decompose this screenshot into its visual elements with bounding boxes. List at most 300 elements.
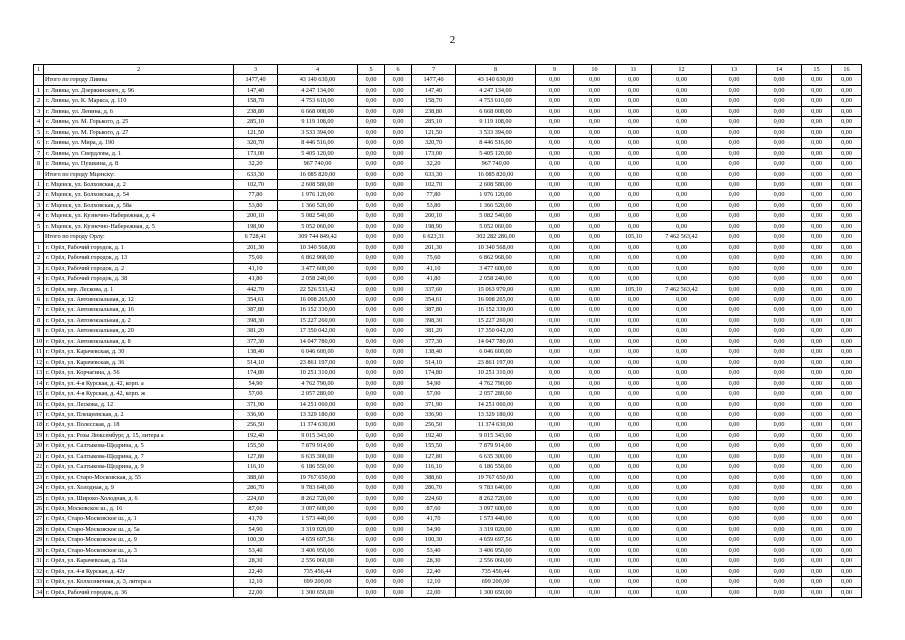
table-row <box>34 535 862 545</box>
value-cell: 11 374 630,00 <box>456 420 536 430</box>
value-cell: 0,00 <box>616 117 652 127</box>
table-row <box>34 284 862 294</box>
value-cell: 0,00 <box>832 117 862 127</box>
value-cell: 41,10 <box>234 263 278 273</box>
value-cell: 7 462 563,42 <box>652 284 712 294</box>
value-cell: 0,00 <box>536 169 574 179</box>
value-cell: 41,70 <box>412 514 456 524</box>
value-cell: 0,00 <box>712 326 757 336</box>
value-cell: 0,00 <box>385 336 412 346</box>
value-cell: 0,00 <box>574 483 616 493</box>
value-cell: 0,00 <box>832 315 862 325</box>
row-number: 25 <box>34 493 44 503</box>
value-cell: 381,20 <box>412 326 456 336</box>
value-cell: 0,00 <box>385 587 412 597</box>
value-cell: 0,00 <box>832 326 862 336</box>
value-cell: 0,00 <box>802 263 832 273</box>
value-cell: 6 668 008,00 <box>456 106 536 116</box>
row-number: 27 <box>34 514 44 524</box>
value-cell: 0,00 <box>832 211 862 221</box>
row-number: 34 <box>34 587 44 597</box>
value-cell: 0,00 <box>385 420 412 430</box>
table-row <box>34 242 862 252</box>
value-cell: 0,00 <box>652 556 712 566</box>
address-cell: г. Орёл, ул. Полесская, д. 18 <box>44 420 234 430</box>
value-cell: 0,00 <box>385 148 412 158</box>
value-cell: 0,00 <box>652 179 712 189</box>
value-cell: 0,00 <box>802 587 832 597</box>
value-cell: 2 058 240,00 <box>278 274 358 284</box>
value-cell: 0,00 <box>385 493 412 503</box>
value-cell: 0,00 <box>712 96 757 106</box>
value-cell: 0,00 <box>574 159 616 169</box>
value-cell: 0,00 <box>832 577 862 587</box>
value-cell: 0,00 <box>616 75 652 85</box>
table-row <box>34 138 862 148</box>
value-cell: 0,00 <box>712 420 757 430</box>
value-cell: 0,00 <box>616 566 652 576</box>
value-cell: 22,00 <box>412 587 456 597</box>
value-cell: 0,00 <box>802 148 832 158</box>
value-cell: 0,00 <box>616 545 652 555</box>
value-cell: 3 477 600,00 <box>456 263 536 273</box>
value-cell: 121,50 <box>412 127 456 137</box>
value-cell: 0,00 <box>385 389 412 399</box>
value-cell: 0,00 <box>652 504 712 514</box>
value-cell: 174,80 <box>234 368 278 378</box>
value-cell: 0,00 <box>574 545 616 555</box>
value-cell: 0,00 <box>385 399 412 409</box>
value-cell: 354,61 <box>234 294 278 304</box>
value-cell: 0,00 <box>616 378 652 388</box>
table-row <box>34 409 862 419</box>
table-row <box>34 514 862 524</box>
row-number: 11 <box>34 347 44 357</box>
value-cell: 0,00 <box>652 420 712 430</box>
value-cell: 633,30 <box>412 169 456 179</box>
value-cell: 158,70 <box>412 96 456 106</box>
value-cell: 32,20 <box>412 159 456 169</box>
value-cell: 0,00 <box>536 483 574 493</box>
value-cell: 0,00 <box>574 96 616 106</box>
value-cell: 0,00 <box>712 305 757 315</box>
value-cell: 0,00 <box>757 263 802 273</box>
value-cell: 0,00 <box>802 315 832 325</box>
value-cell: 0,00 <box>652 253 712 263</box>
value-cell: 0,00 <box>757 190 802 200</box>
value-cell: 5 082 540,00 <box>278 211 358 221</box>
value-cell: 0,00 <box>574 368 616 378</box>
value-cell: 1 366 520,00 <box>456 200 536 210</box>
value-cell: 0,00 <box>832 274 862 284</box>
value-cell: 9 015 343,00 <box>456 430 536 440</box>
value-cell: 75,60 <box>234 253 278 263</box>
value-cell: 0,00 <box>616 357 652 367</box>
value-cell: 0,00 <box>712 399 757 409</box>
page-number: 2 <box>449 34 456 46</box>
value-cell: 17 350 042,00 <box>278 326 358 336</box>
address-cell: г. Орёл, ул. Автовокзальная, д. 8 <box>44 336 234 346</box>
value-cell: 12,10 <box>412 577 456 587</box>
value-cell: 41,70 <box>234 514 278 524</box>
value-cell: 0,00 <box>358 483 385 493</box>
value-cell: 0,00 <box>712 451 757 461</box>
value-cell: 15 227 260,00 <box>456 315 536 325</box>
value-cell: 0,00 <box>652 441 712 451</box>
table-row <box>34 106 862 116</box>
value-cell: 13 329 180,00 <box>456 409 536 419</box>
value-cell: 0,00 <box>385 409 412 419</box>
row-number: 17 <box>34 409 44 419</box>
value-cell: 19 767 650,00 <box>456 472 536 482</box>
value-cell: 0,00 <box>616 96 652 106</box>
address-cell: г. Орёл, ул. Салтыкова-Щедрина, д. 7 <box>44 451 234 461</box>
value-cell: 0,00 <box>574 200 616 210</box>
value-cell: 6 635 300,00 <box>456 451 536 461</box>
value-cell: 0,00 <box>757 514 802 524</box>
value-cell: 4 247 134,00 <box>456 85 536 95</box>
value-cell: 0,00 <box>802 200 832 210</box>
value-cell: 0,00 <box>574 169 616 179</box>
table-row <box>34 274 862 284</box>
value-cell: 0,00 <box>574 462 616 472</box>
row-number: 8 <box>34 315 44 325</box>
value-cell: 0,00 <box>358 577 385 587</box>
value-cell: 0,00 <box>616 451 652 461</box>
row-number: 24 <box>34 483 44 493</box>
address-cell: г. Мценск, ул. Кузнечно-Набережная, д. 4 <box>44 211 234 221</box>
value-cell: 0,00 <box>574 106 616 116</box>
value-cell: 0,00 <box>385 566 412 576</box>
value-cell: 54,90 <box>234 524 278 534</box>
value-cell: 0,00 <box>536 179 574 189</box>
row-number: 1 <box>34 85 44 95</box>
value-cell: 0,00 <box>712 430 757 440</box>
value-cell: 2 057 280,00 <box>278 389 358 399</box>
value-cell: 0,00 <box>832 96 862 106</box>
value-cell: 174,80 <box>412 368 456 378</box>
value-cell: 0,00 <box>757 357 802 367</box>
value-cell: 0,00 <box>574 179 616 189</box>
value-cell: 2 556 060,00 <box>456 556 536 566</box>
value-cell: 0,00 <box>536 85 574 95</box>
subtotal-row <box>34 75 862 85</box>
value-cell: 16 085 820,00 <box>456 169 536 179</box>
value-cell: 0,00 <box>802 305 832 315</box>
value-cell: 0,00 <box>757 420 802 430</box>
table-row <box>34 378 862 388</box>
value-cell: 0,00 <box>652 483 712 493</box>
value-cell: 0,00 <box>616 200 652 210</box>
value-cell: 0,00 <box>832 159 862 169</box>
value-cell: 0,00 <box>832 106 862 116</box>
value-cell: 0,00 <box>385 274 412 284</box>
value-cell: 0,00 <box>832 441 862 451</box>
value-cell: 0,00 <box>385 96 412 106</box>
value-cell: 12,10 <box>234 577 278 587</box>
value-cell: 8 262 720,00 <box>278 493 358 503</box>
address-cell: г. Ливны, ул. Свердлова, д. 1 <box>44 148 234 158</box>
value-cell: 286,70 <box>234 483 278 493</box>
value-cell: 0,00 <box>385 441 412 451</box>
value-cell: 0,00 <box>757 148 802 158</box>
value-cell: 22 526 533,42 <box>278 284 358 294</box>
row-number: 26 <box>34 504 44 514</box>
value-cell: 0,00 <box>832 200 862 210</box>
value-cell: 0,00 <box>652 566 712 576</box>
value-cell: 13 329 180,00 <box>278 409 358 419</box>
value-cell: 0,00 <box>574 221 616 231</box>
table-row <box>34 504 862 514</box>
value-cell: 0,00 <box>802 357 832 367</box>
value-cell: 158,70 <box>234 96 278 106</box>
value-cell: 0,00 <box>358 545 385 555</box>
value-cell: 0,00 <box>832 399 862 409</box>
value-cell: 0,00 <box>757 451 802 461</box>
value-cell: 0,00 <box>802 284 832 294</box>
value-cell: 0,00 <box>358 378 385 388</box>
value-cell: 0,00 <box>616 535 652 545</box>
value-cell: 0,00 <box>574 409 616 419</box>
value-cell: 0,00 <box>832 545 862 555</box>
value-cell: 0,00 <box>358 159 385 169</box>
value-cell: 0,00 <box>358 357 385 367</box>
value-cell: 0,00 <box>385 305 412 315</box>
table-row <box>34 357 862 367</box>
value-cell: 0,00 <box>616 148 652 158</box>
value-cell: 0,00 <box>652 315 712 325</box>
value-cell: 0,00 <box>757 336 802 346</box>
value-cell: 0,00 <box>574 263 616 273</box>
value-cell: 0,00 <box>802 326 832 336</box>
value-cell: 0,00 <box>385 232 412 242</box>
value-cell: 4 659 697,56 <box>278 535 358 545</box>
row-number <box>34 232 44 242</box>
value-cell: 0,00 <box>712 545 757 555</box>
value-cell: 0,00 <box>652 389 712 399</box>
row-number: 14 <box>34 378 44 388</box>
value-cell: 201,30 <box>234 242 278 252</box>
row-number: 18 <box>34 420 44 430</box>
table-header-row <box>34 65 862 75</box>
value-cell: 0,00 <box>385 106 412 116</box>
value-cell: 0,00 <box>712 336 757 346</box>
value-cell: 0,00 <box>802 96 832 106</box>
value-cell: 0,00 <box>652 127 712 137</box>
address-cell: г. Ливны, ул. Ленина, д. 6 <box>44 106 234 116</box>
value-cell: 0,00 <box>757 399 802 409</box>
value-cell: 0,00 <box>536 200 574 210</box>
row-number: 4 <box>34 211 44 221</box>
value-cell: 0,00 <box>536 253 574 263</box>
value-cell: 0,00 <box>652 242 712 252</box>
table-row <box>34 159 862 169</box>
value-cell: 4 753 610,00 <box>278 96 358 106</box>
value-cell: 0,00 <box>757 472 802 482</box>
value-cell: 75,60 <box>412 253 456 263</box>
value-cell: 7 879 914,00 <box>278 441 358 451</box>
value-cell: 0,00 <box>385 315 412 325</box>
value-cell: 53,40 <box>412 545 456 555</box>
value-cell: 0,00 <box>712 556 757 566</box>
value-cell: 0,00 <box>832 430 862 440</box>
value-cell: 87,60 <box>412 504 456 514</box>
value-cell: 0,00 <box>385 472 412 482</box>
value-cell: 285,10 <box>234 117 278 127</box>
row-number: 16 <box>34 399 44 409</box>
value-cell: 0,00 <box>616 514 652 524</box>
value-cell: 0,00 <box>385 294 412 304</box>
value-cell: 0,00 <box>574 274 616 284</box>
value-cell: 0,00 <box>712 357 757 367</box>
value-cell: 0,00 <box>802 179 832 189</box>
value-cell: 0,00 <box>832 472 862 482</box>
value-cell: 0,00 <box>832 347 862 357</box>
value-cell: 16 085 820,00 <box>278 169 358 179</box>
value-cell: 224,60 <box>234 493 278 503</box>
value-cell: 0,00 <box>757 430 802 440</box>
value-cell: 0,00 <box>358 221 385 231</box>
value-cell: 0,00 <box>574 117 616 127</box>
value-cell: 0,00 <box>712 159 757 169</box>
address-cell: г. Мценск, ул. Болховская, д. 54 <box>44 190 234 200</box>
value-cell: 0,00 <box>385 253 412 263</box>
value-cell: 2 556 060,00 <box>278 556 358 566</box>
value-cell: 0,00 <box>536 148 574 158</box>
value-cell: 0,00 <box>574 514 616 524</box>
row-number: 6 <box>34 138 44 148</box>
value-cell: 0,00 <box>358 347 385 357</box>
value-cell: 0,00 <box>712 274 757 284</box>
value-cell: 11 374 630,00 <box>278 420 358 430</box>
value-cell: 0,00 <box>536 357 574 367</box>
value-cell: 0,00 <box>616 556 652 566</box>
value-cell: 0,00 <box>385 430 412 440</box>
value-cell: 0,00 <box>616 169 652 179</box>
address-cell: г. Орёл, ул. Корчагина, д. 56 <box>44 368 234 378</box>
value-cell: 0,00 <box>385 127 412 137</box>
value-cell: 354,61 <box>412 294 456 304</box>
table-row <box>34 451 862 461</box>
value-cell: 121,50 <box>234 127 278 137</box>
value-cell: 0,00 <box>536 159 574 169</box>
value-cell: 0,00 <box>574 587 616 597</box>
value-cell: 0,00 <box>536 389 574 399</box>
value-cell: 6 668 008,00 <box>278 106 358 116</box>
value-cell: 0,00 <box>757 200 802 210</box>
value-cell: 0,00 <box>358 85 385 95</box>
table-row <box>34 96 862 106</box>
value-cell: 371,90 <box>234 399 278 409</box>
value-cell: 200,10 <box>234 211 278 221</box>
address-cell: Итого по городу Мценску: <box>44 169 234 179</box>
address-cell: Итого по городу Ливны <box>44 75 234 85</box>
value-cell: 0,00 <box>832 504 862 514</box>
value-cell: 0,00 <box>757 85 802 95</box>
table-row <box>34 493 862 503</box>
column-header: 4 <box>278 65 358 75</box>
value-cell: 105,10 <box>616 232 652 242</box>
address-cell: г. Ливны, ул. Мира, д. 190 <box>44 138 234 148</box>
value-cell: 0,00 <box>536 211 574 221</box>
value-cell: 6 635 300,00 <box>278 451 358 461</box>
row-number: 4 <box>34 117 44 127</box>
value-cell: 0,00 <box>358 430 385 440</box>
table-row <box>34 148 862 158</box>
value-cell: 0,00 <box>832 221 862 231</box>
address-cell: г. Орёл, ул. Салтыкова-Щедрина, д. 9 <box>44 462 234 472</box>
value-cell: 0,00 <box>832 127 862 137</box>
column-header: 16 <box>832 65 862 75</box>
value-cell: 0,00 <box>536 514 574 524</box>
value-cell: 0,00 <box>802 483 832 493</box>
table-row <box>34 200 862 210</box>
value-cell: 0,00 <box>616 441 652 451</box>
value-cell: 102,70 <box>412 179 456 189</box>
value-cell: 0,00 <box>385 85 412 95</box>
value-cell: 0,00 <box>757 389 802 399</box>
value-cell: 0,00 <box>802 420 832 430</box>
value-cell: 0,00 <box>802 556 832 566</box>
column-header: 2 <box>44 65 234 75</box>
address-cell: г. Орёл, Старо-Московское ш., д. 9 <box>44 535 234 545</box>
value-cell: 0,00 <box>832 587 862 597</box>
value-cell: 0,00 <box>536 566 574 576</box>
value-cell: 0,00 <box>652 211 712 221</box>
value-cell: 0,00 <box>802 389 832 399</box>
value-cell: 0,00 <box>385 179 412 189</box>
value-cell: 0,00 <box>358 566 385 576</box>
value-cell: 22,00 <box>234 587 278 597</box>
value-cell: 0,00 <box>358 127 385 137</box>
column-header: 11 <box>616 65 652 75</box>
value-cell: 41,80 <box>234 274 278 284</box>
value-cell: 0,00 <box>802 190 832 200</box>
value-cell: 53,80 <box>234 200 278 210</box>
value-cell: 0,00 <box>616 274 652 284</box>
row-number: 2 <box>34 253 44 263</box>
value-cell: 0,00 <box>832 420 862 430</box>
value-cell: 0,00 <box>757 159 802 169</box>
value-cell: 0,00 <box>574 127 616 137</box>
value-cell: 0,00 <box>574 284 616 294</box>
value-cell: 15 227 260,00 <box>278 315 358 325</box>
value-cell: 6 862 968,00 <box>278 253 358 263</box>
value-cell: 0,00 <box>574 430 616 440</box>
value-cell: 147,40 <box>412 85 456 95</box>
value-cell: 10 340 568,00 <box>278 242 358 252</box>
address-cell: Итого по городу Орлу: <box>44 232 234 242</box>
value-cell: 377,30 <box>234 336 278 346</box>
value-cell: 0,00 <box>652 451 712 461</box>
value-cell: 0,00 <box>536 587 574 597</box>
value-cell: 6 046 600,00 <box>278 347 358 357</box>
value-cell: 0,00 <box>757 169 802 179</box>
value-cell: 398,30 <box>412 315 456 325</box>
value-cell: 0,00 <box>358 472 385 482</box>
value-cell: 0,00 <box>358 462 385 472</box>
row-number: 5 <box>34 127 44 137</box>
value-cell: 0,00 <box>358 409 385 419</box>
value-cell: 0,00 <box>652 535 712 545</box>
value-cell: 0,00 <box>616 347 652 357</box>
column-header: 5 <box>358 65 385 75</box>
table-row <box>34 117 862 127</box>
value-cell: 0,00 <box>616 190 652 200</box>
value-cell: 0,00 <box>652 378 712 388</box>
value-cell: 198,90 <box>412 221 456 231</box>
row-number: 28 <box>34 524 44 534</box>
